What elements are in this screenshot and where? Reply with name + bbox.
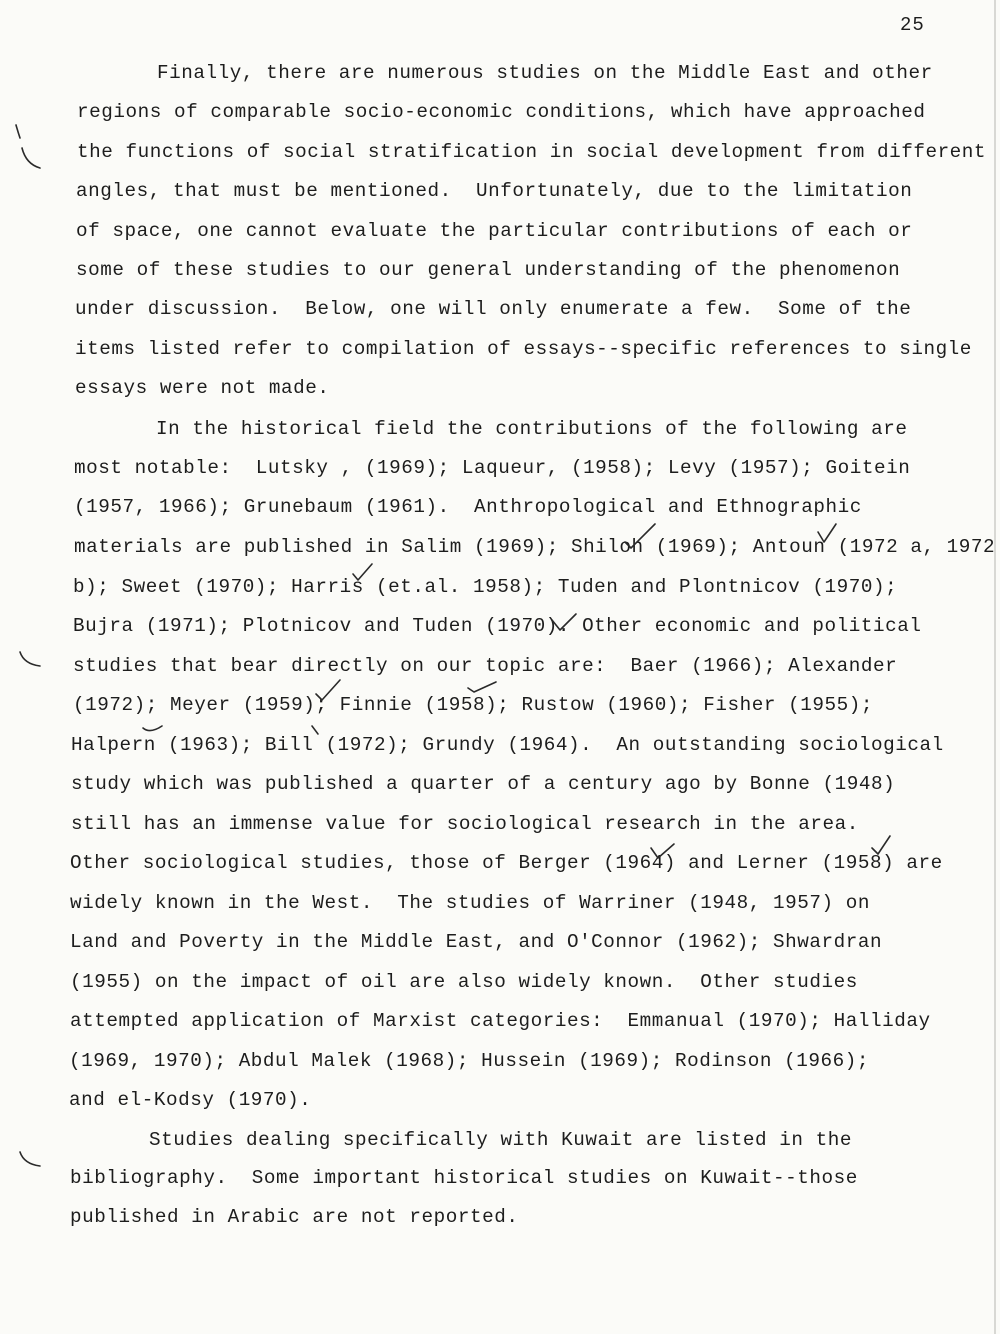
margin-bracket-mark: [16, 125, 20, 138]
text-line: materials are published in Salim (1969); Shiloh (1969); Antoun (1972 a, 1972: [74, 536, 996, 558]
text-line: of space, one cannot evaluate the particular contributions of each or: [76, 220, 913, 242]
text-line: under discussion. Below, one will only enumerate a few. Some of the: [75, 298, 912, 320]
text-line: (1955) on the impact of oil are also widely known. Other studies: [70, 971, 858, 993]
text-line: the functions of social stratification in social development from different: [77, 141, 987, 163]
text-line: regions of comparable socio-economic conditions, which have approached: [77, 101, 926, 123]
margin-bracket-mark: [20, 652, 40, 666]
text-line: Halpern (1963); Bill (1972); Grundy (1964). An outstanding sociological: [71, 734, 944, 756]
check-mark: [468, 682, 496, 692]
text-line: some of these studies to our general understanding of the phenomenon: [76, 259, 901, 281]
text-line: angles, that must be mentioned. Unfortunately, due to the limitation: [76, 180, 913, 202]
text-line: (1957, 1966); Grunebaum (1961). Anthropological and Ethnographic: [74, 496, 862, 518]
text-line: published in Arabic are not reported.: [70, 1206, 519, 1228]
text-line: Land and Poverty in the Middle East, and O'Connor (1962); Shwardran: [70, 931, 883, 953]
text-line: and el-Kodsy (1970).: [69, 1089, 312, 1111]
margin-bracket-mark: [22, 148, 40, 168]
text-line: (1972); Meyer (1959); Finnie (1958); Rustow (1960); Fisher (1955);: [73, 694, 873, 716]
margin-bracket-mark: [20, 1152, 40, 1166]
check-mark: [312, 726, 318, 734]
check-mark: [143, 726, 162, 731]
text-line: Finally, there are numerous studies on the Middle East and other: [157, 62, 933, 84]
text-line: studies that bear directly on our topic are: Baer (1966); Alexander: [73, 655, 898, 677]
text-line: In the historical field the contributions of the following are: [156, 418, 908, 440]
text-line: widely known in the West. The studies of Warriner (1948, 1957) on: [70, 892, 870, 914]
page-edge: [994, 0, 996, 1334]
text-line: items listed refer to compilation of essays--specific references to single: [75, 338, 972, 360]
page-number: 25: [900, 14, 925, 36]
text-line: Studies dealing specifically with Kuwait are listed in the: [149, 1129, 852, 1151]
text-line: attempted application of Marxist categories: Emmanual (1970); Halliday: [70, 1010, 931, 1032]
text-line: Other sociological studies, those of Berger (1964) and Lerner (1958) are: [70, 852, 943, 874]
text-line: (1969, 1970); Abdul Malek (1968); Hussein (1969); Rodinson (1966);: [69, 1050, 869, 1072]
text-line: study which was published a quarter of a century ago by Bonne (1948): [71, 773, 896, 795]
text-line: b); Sweet (1970); Harris (et.al. 1958); Tuden and Plontnicov (1970);: [73, 576, 898, 598]
text-line: Bujra (1971); Plotnicov and Tuden (1970). Other economic and political: [73, 615, 922, 637]
text-line: bibliography. Some important historical studies on Kuwait--those: [70, 1167, 858, 1189]
text-line: most notable: Lutsky , (1969); Laqueur, (1958); Levy (1957); Goitein: [74, 457, 911, 479]
text-line: still has an immense value for sociological research in the area.: [71, 813, 859, 835]
text-line: essays were not made.: [75, 377, 330, 399]
